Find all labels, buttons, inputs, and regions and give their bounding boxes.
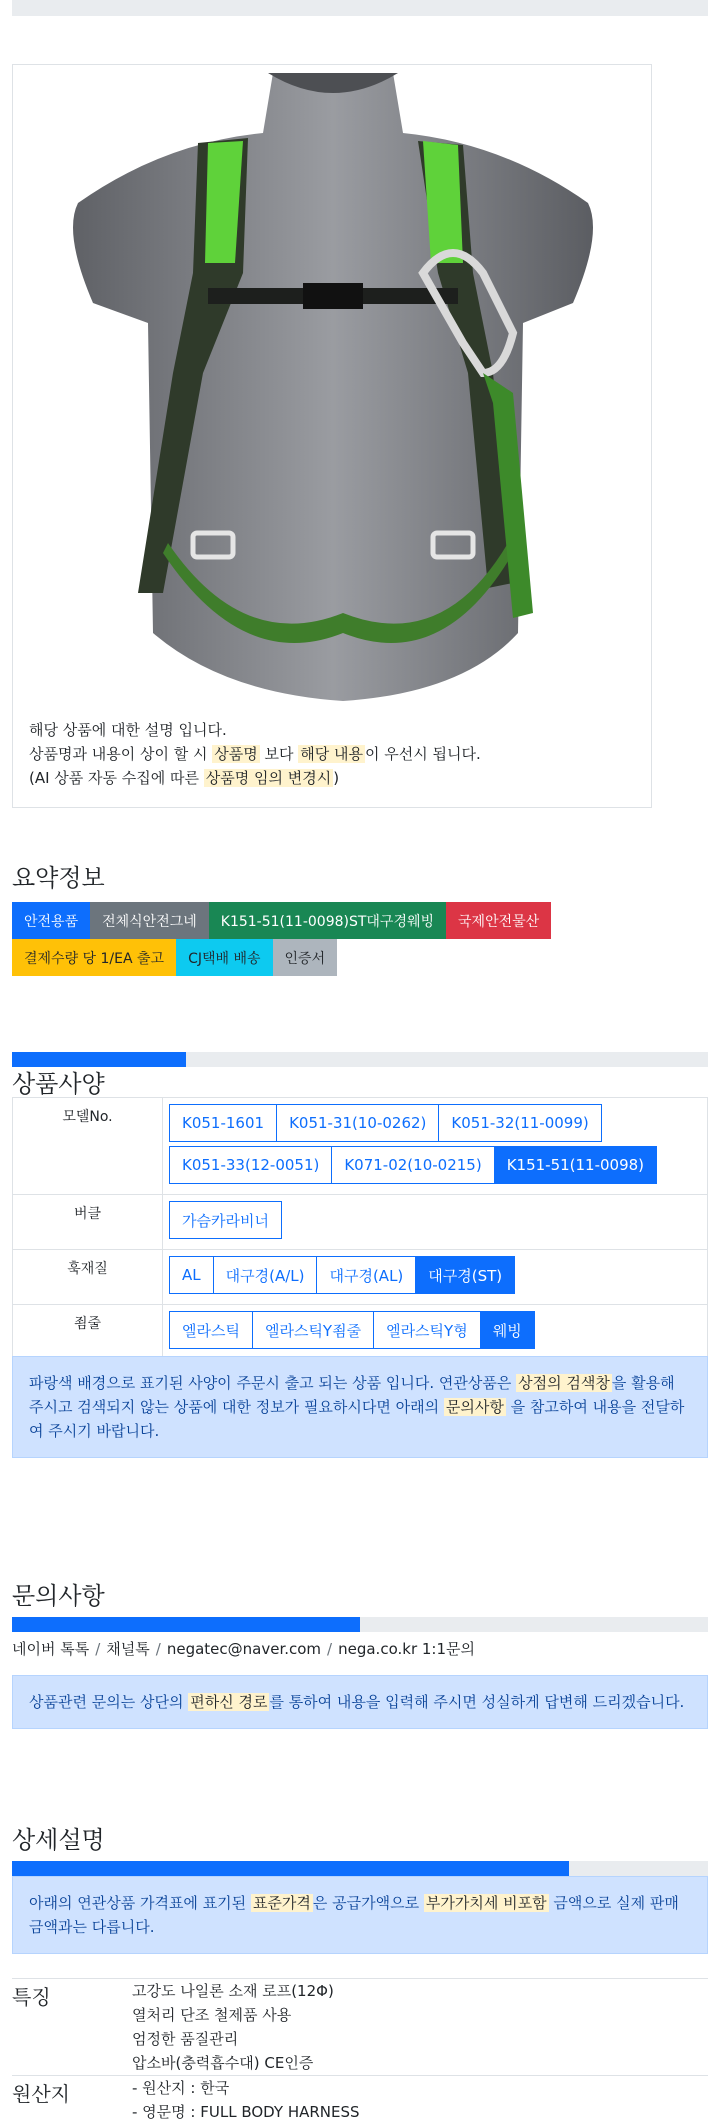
contact-links <box>12 1638 475 1659</box>
badge-model[interactable]: K151-51(11-0098)ST대구경웨빙 <box>209 902 446 939</box>
notice-text: 상품명과 내용이 상이 할 시 <box>29 745 213 763</box>
product-image-card <box>12 64 652 808</box>
feature-value: - 원산지 : 한국 <box>132 2079 230 2097</box>
spec-label: 버클 <box>13 1195 163 1250</box>
spec-table <box>12 1097 708 1360</box>
option-group <box>169 1311 701 1353</box>
separator: / <box>95 1640 101 1658</box>
highlight-search: 상점의 검색창 <box>518 1374 610 1392</box>
alert-text: 파랑색 배경으로 표기된 사양이 주문시 출고 되는 상품 입니다. 연관상품은 <box>29 1374 517 1392</box>
feature-key: 원산지 <box>12 2082 70 2106</box>
spec-option-button[interactable]: 대구경(A/L) <box>213 1256 318 1294</box>
spec-option-button[interactable]: K051-1601 <box>169 1104 277 1142</box>
spec-title: 상품사양 <box>12 1070 105 1098</box>
detail-title: 상세설명 <box>12 1826 105 1854</box>
spec-option-button[interactable]: 가슴카라비너 <box>169 1201 282 1239</box>
spec-option-button[interactable]: K051-31(10-0262) <box>276 1104 439 1142</box>
highlight-inquiry: 문의사항 <box>445 1398 504 1416</box>
feature-value: 압소바(충력흡수대) CE인증 <box>132 2054 314 2072</box>
spec-option-button[interactable]: K051-33(12-0051) <box>169 1146 332 1184</box>
feature-values <box>132 2076 360 2124</box>
spec-row <box>13 1098 708 1195</box>
notice-text: ) <box>333 769 340 787</box>
top-divider-bar <box>12 0 708 16</box>
contact-website-inquiry[interactable]: nega.co.kr 1:1문의 <box>338 1640 475 1658</box>
alert-text: 은 공급가액으로 <box>312 1894 424 1912</box>
spec-option-button[interactable]: 엘라스틱Y죔줄 <box>252 1311 374 1349</box>
badge-certificate[interactable]: 인증서 <box>273 939 338 976</box>
highlight-content: 해당 내용 <box>300 745 363 763</box>
highlight-standard-price: 표준가격 <box>252 1894 311 1912</box>
summary-badges <box>12 902 712 976</box>
separator: / <box>155 1640 161 1658</box>
badge-subcategory[interactable]: 전체식안전그네 <box>90 902 209 939</box>
spec-label: 훅재질 <box>13 1250 163 1305</box>
product-notice <box>29 718 481 790</box>
spec-label: 모델No. <box>13 1098 163 1195</box>
option-group <box>169 1104 701 1188</box>
badge-row-2 <box>12 939 712 976</box>
notice-line-2 <box>29 742 481 766</box>
spec-row <box>13 1250 708 1305</box>
spec-option-button[interactable]: K071-02(10-0215) <box>331 1146 494 1184</box>
alert-text: 상품관련 문의는 상단의 <box>29 1693 189 1711</box>
summary-title: 요약정보 <box>12 864 105 892</box>
notice-text: 보다 <box>259 745 299 763</box>
spec-option-button[interactable]: K151-51(11-0098) <box>494 1146 657 1184</box>
highlight-vat-excluded: 부가가치세 비포함 <box>425 1894 547 1912</box>
alert-text: 금액으로 실제 판매금액과는 다릅니다. <box>29 1894 679 1936</box>
alert-text: 을 활용해 주시고 검색되지 않는 상품에 대한 정보가 필요하시다면 아래의 <box>29 1374 675 1416</box>
spec-options <box>163 1098 708 1195</box>
notice-text: (AI 상품 자동 수집에 따른 <box>29 769 204 787</box>
badge-shipping[interactable]: CJ택배 배송 <box>176 939 272 976</box>
separator: / <box>327 1640 333 1658</box>
contact-channel-talk[interactable]: 채널톡 <box>106 1640 150 1658</box>
detail-alert <box>12 1876 708 1954</box>
spec-option-button[interactable]: 웨빙 <box>480 1311 535 1349</box>
spec-label: 죔줄 <box>13 1305 163 1360</box>
spec-options <box>163 1195 708 1250</box>
feature-table <box>12 1978 708 2124</box>
notice-line-1: 해당 상품에 대한 설명 입니다. <box>29 721 227 739</box>
alert-text: 를 통하여 내용을 입력해 주시면 성실하게 답변해 드리겠습니다. <box>269 1693 685 1711</box>
feature-value: 엄정한 품질관리 <box>132 2030 239 2048</box>
spec-option-button[interactable]: 엘라스틱 <box>169 1311 253 1349</box>
detail-progress-bar <box>12 1861 708 1876</box>
alert-text: 아래의 연관상품 가격표에 표기된 <box>29 1894 251 1912</box>
feature-row-characteristics <box>12 1978 708 2075</box>
option-group <box>169 1201 701 1243</box>
feature-value: - 영문명 : FULL BODY HARNESS <box>132 2103 360 2121</box>
spec-options <box>163 1305 708 1360</box>
feature-key: 특징 <box>12 1985 51 2009</box>
inquiry-progress-bar <box>12 1617 708 1632</box>
spec-option-button[interactable]: K051-32(11-0099) <box>438 1104 601 1142</box>
contact-email[interactable]: negatec@naver.com <box>166 1640 322 1658</box>
badge-category[interactable]: 안전용품 <box>12 902 90 939</box>
notice-line-3 <box>29 766 481 790</box>
badge-row-1 <box>12 902 712 939</box>
inquiry-progress-fill <box>12 1617 360 1632</box>
spec-progress-bar <box>12 1052 708 1067</box>
feature-values <box>132 1979 334 2075</box>
inquiry-title: 문의사항 <box>12 1582 105 1610</box>
spec-option-button[interactable]: 대구경(AL) <box>316 1256 416 1294</box>
spec-options <box>163 1250 708 1305</box>
alert-text: 을 참고하여 내용을 전달하여 주시기 바랍니다. <box>29 1398 685 1440</box>
feature-value: 열처리 단조 철제품 사용 <box>132 2006 292 2024</box>
spec-row <box>13 1305 708 1360</box>
option-group <box>169 1256 701 1298</box>
highlight-rename: 상품명 임의 변경시 <box>205 769 332 787</box>
spec-option-button[interactable]: AL <box>169 1256 214 1294</box>
detail-progress-fill <box>12 1861 569 1876</box>
spec-row <box>13 1195 708 1250</box>
spec-alert <box>12 1356 708 1458</box>
feature-value: 고강도 나일론 소재 로프(12Φ) <box>132 1982 334 2000</box>
spec-option-button[interactable]: 엘라스틱Y형 <box>373 1311 481 1349</box>
highlight-route: 편하신 경로 <box>190 1693 268 1711</box>
badge-quantity[interactable]: 결제수량 당 1/EA 출고 <box>12 939 176 976</box>
notice-text: 이 우선시 됩니다. <box>364 745 481 763</box>
spec-option-button[interactable]: 대구경(ST) <box>415 1256 515 1294</box>
inquiry-alert <box>12 1675 708 1729</box>
feature-row-origin <box>12 2075 708 2124</box>
contact-naver-talk[interactable]: 네이버 톡톡 <box>12 1640 90 1658</box>
badge-maker[interactable]: 국제안전물산 <box>446 902 551 939</box>
harness-product-image <box>43 73 623 701</box>
highlight-product-name: 상품명 <box>214 745 258 763</box>
